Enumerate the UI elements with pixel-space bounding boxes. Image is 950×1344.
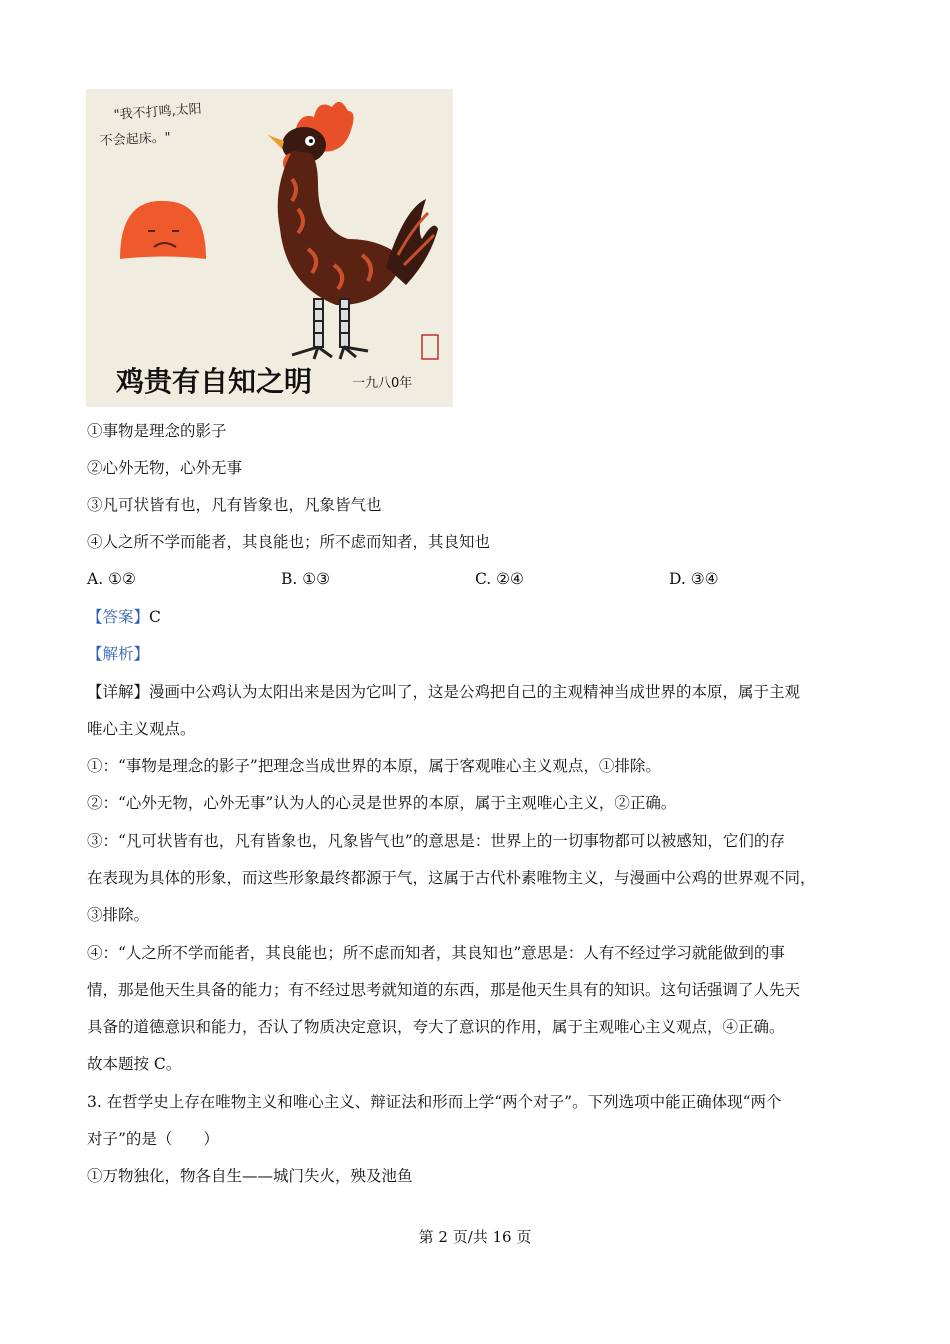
rooster-cartoon [86, 89, 453, 407]
page-footer: 第 2 页/共 16 页 [418, 1228, 532, 1246]
option-c: C. ②④ [475, 570, 524, 588]
detail-line-2: 唯心主义观点。 [87, 720, 196, 738]
question-3-item-1: ①万物独化，物各自生——城门失火，殃及池鱼 [87, 1167, 413, 1185]
explanation-1: ①：“事物是理念的影子”把理念当成世界的本原，属于客观唯心主义观点，①排除。 [87, 757, 661, 775]
statement-1: ①事物是理念的影子 [87, 422, 227, 440]
question-3-line-2: 对子”的是（ ） [87, 1130, 219, 1148]
detail-tag: 【详解】 [87, 683, 150, 701]
explanation-4a: ④：“人之所不学而能者，其良能也；所不虑而知者，其良知也”意思是：人有不经过学习就能做到的事 [87, 944, 785, 962]
cartoon-speech-line-2: 不会起床。" [99, 130, 172, 149]
explanation-2: ②：“心外无物，心外无事”认为人的心灵是世界的本原，属于主观唯心主义，②正确。 [87, 794, 677, 812]
conclusion: 故本题按 C。 [87, 1055, 182, 1073]
statement-2: ②心外无物，心外无事 [87, 459, 243, 477]
explanation-3a: ③：“凡可状皆有也，凡有皆象也，凡象皆气也”的意思是：世界上的一切事物都可以被感知，它们的存 [87, 832, 785, 850]
detail-line-1 [87, 682, 800, 702]
question-3-line-1: 3. 在哲学史上存在唯物主义和唯心主义、辩证法和形而上学“两个对子”。下列选项中能正确体现“两个 [87, 1093, 782, 1111]
option-a: A. ①② [87, 570, 136, 588]
cartoon-caption: 鸡贵有自知之明 [116, 365, 313, 398]
explanation-4b: 情，那是他天生具备的能力；有不经过思考就知道的东西，那是他天生具有的知识。这句话强调了人先天 [87, 981, 801, 999]
answer-line [87, 607, 161, 627]
statement-3: ③凡可状皆有也，凡有皆象也，凡象皆气也 [87, 496, 382, 514]
explanation-4c: 具备的道德意识和能力，否认了物质决定意识，夸大了意识的作用，属于主观唯心主义观点，④正确。 [87, 1018, 785, 1036]
cartoon-year: 一九八0年 [352, 376, 413, 391]
explanation-3b: 在表现为具体的形象，而这些形象最终都源于气，这属于古代朴素唯物主义，与漫画中公鸡的世界观不同， [87, 869, 816, 887]
explanation-3c: ③排除。 [87, 906, 150, 924]
answer-tag: 【答案】 [87, 608, 150, 626]
option-d: D. ③④ [669, 570, 719, 588]
analysis-tag: 【解析】 [87, 645, 150, 663]
option-b: B. ①③ [281, 570, 331, 588]
answer-value: C [149, 608, 161, 626]
statement-4: ④人之所不学而能者，其良能也；所不虑而知者，其良知也 [87, 533, 491, 551]
detail-text-1: 漫画中公鸡认为太阳出来是因为它叫了，这是公鸡把自己的主观精神当成世界的本原，属于主观 [149, 683, 801, 701]
cartoon-speech-line-1: "我不打鸣,太阳 [113, 101, 203, 123]
